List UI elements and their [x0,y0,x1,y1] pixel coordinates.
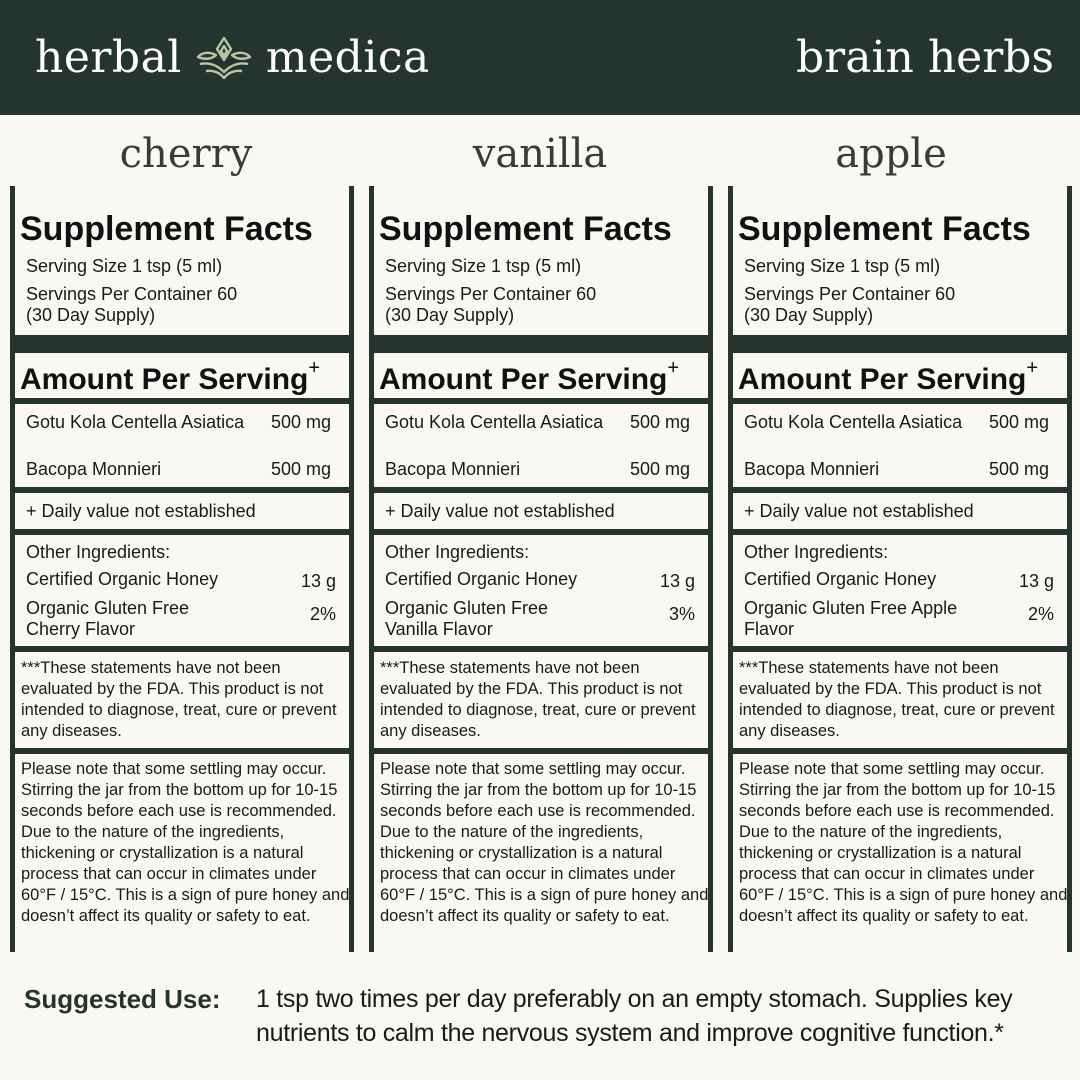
product-name: brain herbs [796,32,1054,83]
servings-per-container: Servings Per Container 60 [385,284,597,304]
supplement-facts-panel-cherry [10,186,354,952]
ingredient-amount: 500 mg [270,412,331,432]
suggested-use-label: Suggested Use: [24,984,221,1014]
divider [374,398,708,404]
ingredient-amount: 500 mg [629,412,690,432]
divider [374,487,708,493]
brand-logo-group [35,30,430,86]
daily-value-note: + Daily value not established [744,501,974,521]
serving-size: Serving Size 1 tsp (5 ml) [385,256,582,276]
other-ingredient-name: Certified Organic Honey [744,569,937,589]
amount-per-serving-heading: Amount Per Serving+ [20,357,321,396]
divider-thick [15,335,349,353]
brand-name-left: herbal [35,32,182,83]
other-ingredient-name: Organic Gluten Free Apple Flavor [744,598,958,639]
divider [15,487,349,493]
supply-note: (30 Day Supply) [744,305,874,325]
panel-title: Supplement Facts [379,210,672,248]
settling-note: Please note that some settling may occur. Stirring the jar from the bottom up for 10-15 seconds before each use is recommended. Due to the nature of the ingredients, thickening or crystallization is a natural process that can occur in climates under 60°F / 15°C. This is a sign of pure honey and doesn’t affect its quality or safety to eat. [21,760,350,925]
divider [374,748,708,754]
flavor-heading-apple: apple [835,131,947,177]
supply-note: (30 Day Supply) [26,305,156,325]
ingredient-name: Gotu Kola Centella Asiatica [385,412,604,432]
amount-per-serving-heading: Amount Per Serving+ [738,357,1039,396]
servings-per-container: Servings Per Container 60 [26,284,238,304]
ingredient-amount: 500 mg [988,412,1049,432]
divider-thick [374,335,708,353]
other-ingredients-heading: Other Ingredients: [385,542,530,562]
panel-title: Supplement Facts [738,210,1031,248]
fda-disclaimer: ***These statements have not been evaluated by the FDA. This product is not intended to diagnose, treat, cure or prevent any diseases. [21,659,337,740]
ingredient-name: Bacopa Monnieri [26,459,162,479]
ingredient-amount: 500 mg [629,459,690,479]
ingredient-name: Bacopa Monnieri [744,459,880,479]
brand-name-right: medica [265,32,430,83]
divider [733,398,1067,404]
other-ingredient-name: Certified Organic Honey [385,569,578,589]
divider [733,748,1067,754]
daily-value-note: + Daily value not established [385,501,615,521]
divider [374,646,708,652]
ingredient-name: Gotu Kola Centella Asiatica [26,412,245,432]
divider [733,646,1067,652]
fda-disclaimer: ***These statements have not been evaluated by the FDA. This product is not intended to diagnose, treat, cure or prevent any diseases. [739,659,1055,740]
suggested-use-text: 1 tsp two times per day preferably on an empty stomach. Supplies key nutrients to calm the nervous system and improve cognitive function.* [256,985,1013,1047]
leaf-lotus-icon [194,34,254,82]
other-ingredient-amount: 3% [668,604,695,624]
ingredient-amount: 500 mg [988,459,1049,479]
other-ingredients-heading: Other Ingredients: [26,542,171,562]
ingredient-name: Bacopa Monnieri [385,459,521,479]
fda-disclaimer: ***These statements have not been evaluated by the FDA. This product is not intended to diagnose, treat, cure or prevent any diseases. [380,659,696,740]
flavor-heading-vanilla: vanilla [472,131,608,177]
settling-note: Please note that some settling may occur. Stirring the jar from the bottom up for 10-15 seconds before each use is recommended. Due to the nature of the ingredients, thickening or crystallization is a natural process that can occur in climates under 60°F / 15°C. This is a sign of pure honey and doesn’t affect its quality or safety to eat. [380,760,709,925]
other-ingredient-amount: 13 g [659,571,695,591]
flavor-heading-cherry: cherry [119,131,253,177]
divider [15,748,349,754]
other-ingredient-amount: 2% [309,604,336,624]
header-bar [0,0,1080,115]
other-ingredient-name: Certified Organic Honey [26,569,219,589]
divider [15,529,349,535]
other-ingredient-amount: 2% [1027,604,1054,624]
other-ingredient-name: Organic Gluten Free Cherry Flavor [26,598,190,639]
serving-size: Serving Size 1 tsp (5 ml) [26,256,223,276]
serving-size: Serving Size 1 tsp (5 ml) [744,256,941,276]
ingredient-amount: 500 mg [270,459,331,479]
daily-value-note: + Daily value not established [26,501,256,521]
divider [374,529,708,535]
divider [733,529,1067,535]
other-ingredients-heading: Other Ingredients: [744,542,889,562]
settling-note: Please note that some settling may occur. Stirring the jar from the bottom up for 10-15 seconds before each use is recommended. Due to the nature of the ingredients, thickening or crystallization is a natural process that can occur in climates under 60°F / 15°C. This is a sign of pure honey and doesn’t affect its quality or safety to eat. [739,760,1068,925]
supply-note: (30 Day Supply) [385,305,515,325]
divider [15,646,349,652]
other-ingredient-name: Organic Gluten Free Vanilla Flavor [385,598,549,639]
divider-thick [733,335,1067,353]
other-ingredient-amount: 13 g [300,571,336,591]
divider [15,398,349,404]
other-ingredient-amount: 13 g [1018,571,1054,591]
divider [733,487,1067,493]
amount-per-serving-heading: Amount Per Serving+ [379,357,680,396]
panel-title: Supplement Facts [20,210,313,248]
ingredient-name: Gotu Kola Centella Asiatica [744,412,963,432]
supplement-facts-panel-vanilla [369,186,713,952]
supplement-facts-panel-apple [728,186,1072,952]
servings-per-container: Servings Per Container 60 [744,284,956,304]
